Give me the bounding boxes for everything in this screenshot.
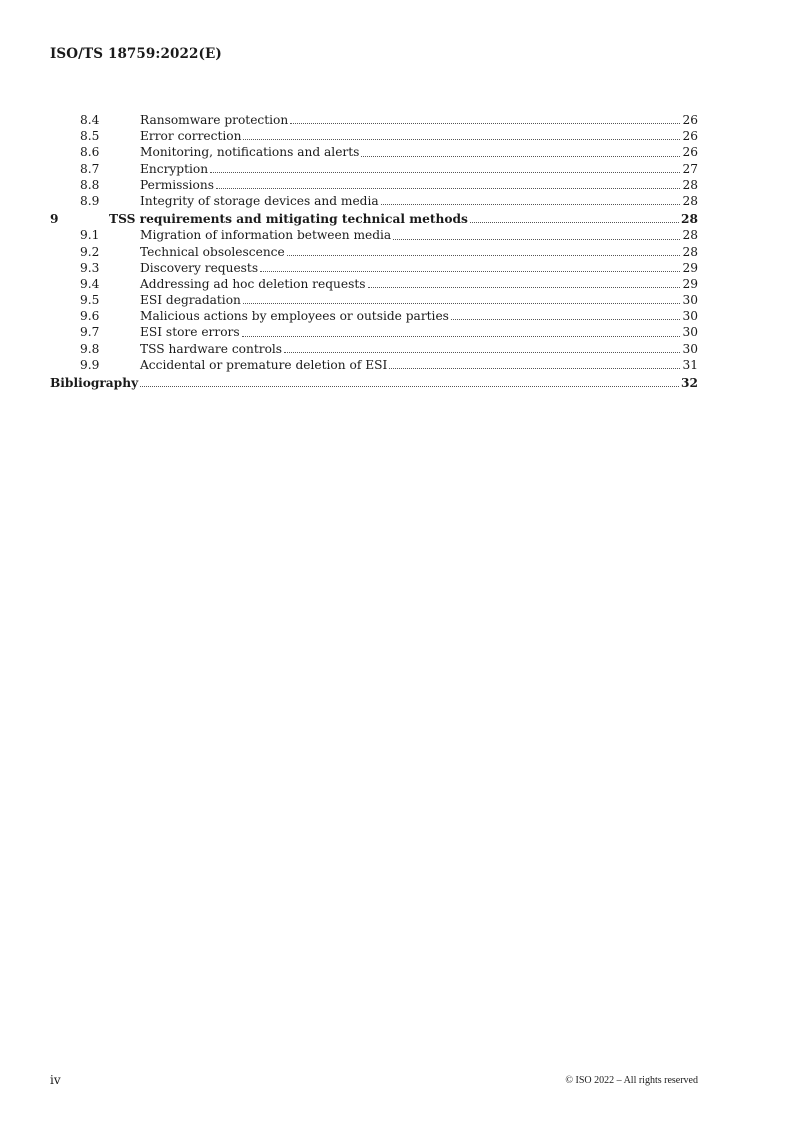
toc-entry-page: 32 (681, 376, 698, 390)
toc-entry-page: 31 (682, 357, 698, 372)
dot-leader (290, 123, 680, 124)
dot-leader (451, 319, 680, 320)
page-number: iv (50, 1073, 61, 1087)
toc-entry-title: Permissions (140, 177, 214, 192)
toc-entry-8-9[interactable] (50, 193, 698, 209)
dot-leader (389, 368, 680, 369)
toc-entry-page: 30 (682, 309, 698, 324)
toc-entry-page: 26 (682, 129, 698, 144)
dot-leader (361, 156, 680, 157)
toc-entry-number: 8.6 (80, 145, 100, 160)
dot-leader (243, 139, 680, 140)
toc-entry-page: 26 (682, 113, 698, 127)
toc-entry-page: 26 (682, 145, 698, 160)
toc-entry-page: 29 (682, 276, 698, 291)
dot-leader (368, 287, 681, 288)
toc-entry-number: 9 (50, 212, 59, 227)
toc-entry-9-2[interactable] (50, 244, 698, 260)
toc-entry-bibliography[interactable] (50, 375, 698, 391)
toc-entry-page: 28 (682, 177, 698, 192)
toc-entry-number: 9.6 (80, 309, 100, 324)
document-id: ISO/TS 18759:2022(E) (50, 46, 222, 62)
toc-entry-9-3[interactable] (50, 260, 698, 276)
toc-entry-number: 9.1 (80, 228, 100, 243)
toc-entry-number: 9.5 (80, 293, 100, 308)
toc-entry-title: Integrity of storage devices and media (140, 193, 379, 208)
toc-entry-8-5[interactable] (50, 128, 698, 144)
toc-entry-page: 30 (682, 341, 698, 356)
toc-entry-page: 30 (682, 293, 698, 308)
toc-entry-number: 8.8 (80, 177, 100, 192)
toc-entry-title: ESI degradation (140, 293, 241, 308)
toc-entry-number: 9.8 (80, 341, 100, 356)
dot-leader (210, 172, 680, 173)
toc-entry-title: TSS requirements and mitigating technical methods (109, 212, 468, 227)
toc-entry-8-4[interactable] (50, 112, 698, 128)
toc-entry-number: 8.4 (80, 113, 100, 127)
toc-entry-number: 9.2 (80, 244, 100, 259)
toc-entry-9-1[interactable] (50, 227, 698, 243)
toc-entry-number: 9.9 (80, 357, 100, 372)
toc-entry-number: 8.5 (80, 129, 100, 144)
toc-entry-title: ESI store errors (140, 325, 240, 340)
toc-entry-number: 9.3 (80, 260, 100, 275)
toc-entry-8-8[interactable] (50, 177, 698, 193)
toc-entry-9-6[interactable] (50, 308, 698, 324)
toc-entry-page: 28 (682, 244, 698, 259)
toc-entry-page: 28 (681, 212, 698, 227)
dot-leader (242, 336, 680, 337)
toc-entry-number: 8.9 (80, 193, 100, 208)
toc-entry-8-7[interactable] (50, 161, 698, 177)
dot-leader (140, 386, 679, 387)
toc-entry-page: 29 (682, 260, 698, 275)
toc-entry-number: 8.7 (80, 161, 100, 176)
toc-entry-9-5[interactable] (50, 292, 698, 308)
toc-entry-title: Bibliography (50, 376, 139, 390)
toc-entry-title: Error correction (140, 129, 242, 144)
toc-entry-page: 28 (682, 228, 698, 243)
toc-entry-8-6[interactable] (50, 144, 698, 160)
dot-leader (216, 188, 680, 189)
toc-entry-title: Encryption (140, 161, 209, 176)
toc-entry-9-8[interactable] (50, 341, 698, 357)
dot-leader (381, 204, 680, 205)
toc-entry-number: 9.4 (80, 276, 100, 291)
dot-leader (287, 255, 680, 256)
toc-entry-title: Accidental or premature deletion of ESI (140, 357, 388, 372)
toc-entry-title: Ransomware protection (140, 113, 289, 127)
dot-leader (393, 239, 680, 240)
dot-leader (470, 222, 679, 223)
toc-entry-title: Malicious actions by employees or outside parties (140, 309, 449, 324)
dot-leader (243, 303, 680, 304)
toc-entry-page: 30 (682, 325, 698, 340)
dot-leader (284, 352, 680, 353)
dot-leader (260, 271, 680, 272)
toc-entry-title: TSS hardware controls (140, 341, 283, 356)
table-of-contents (50, 112, 698, 391)
toc-entry-title: Migration of information between media (140, 228, 392, 243)
toc-entry-title: Addressing ad hoc deletion requests (140, 276, 366, 291)
toc-entry-title: Technical obsolescence (140, 244, 285, 259)
toc-entry-number: 9.7 (80, 325, 100, 340)
toc-entry-9-9[interactable] (50, 357, 698, 373)
toc-entry-title: Monitoring, notifications and alerts (140, 145, 360, 160)
toc-entry-page: 28 (682, 193, 698, 208)
toc-entry-page: 27 (682, 161, 698, 176)
toc-entry-9-7[interactable] (50, 324, 698, 340)
toc-entry-9-4[interactable] (50, 276, 698, 292)
copyright-notice: © ISO 2022 – All rights reserved (565, 1075, 698, 1086)
toc-entry-9[interactable] (50, 211, 698, 227)
toc-entry-title: Discovery requests (140, 260, 259, 275)
